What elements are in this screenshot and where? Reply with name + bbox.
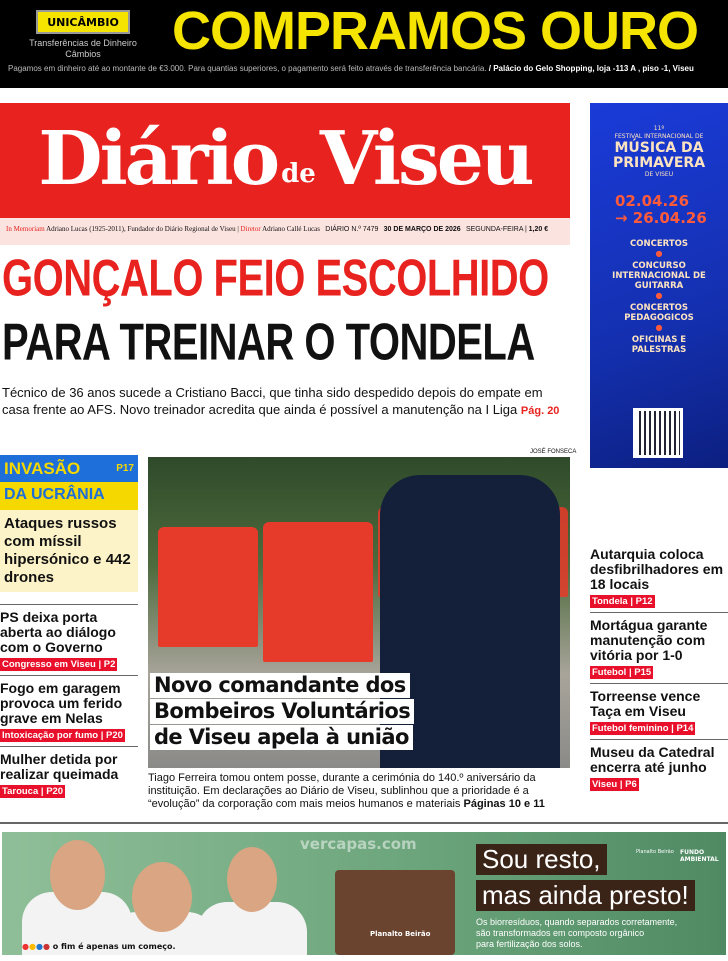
masthead-part1: Diário — [38, 116, 278, 202]
festival-advert[interactable] — [590, 103, 728, 468]
story-tag: Tondela | P12 — [592, 596, 653, 607]
slogan-text: o fim é apenas um começo. — [52, 942, 176, 951]
lead-headline-line1[interactable]: GONÇALO FEIO ESCOLHIDO — [2, 250, 549, 308]
bullet-icon: ● — [655, 249, 663, 258]
story-headline: Torreense vence Taça em Viseu — [590, 688, 701, 719]
advert-terms — [8, 64, 724, 74]
left-column — [0, 455, 138, 802]
ukraine-label-1: INVASÃO — [4, 458, 81, 478]
story[interactable] — [0, 604, 138, 675]
lead-headline-line2[interactable]: PARA TREINAR O TONDELA — [2, 314, 535, 372]
bullet-icon: ● — [655, 323, 663, 332]
festival-dates — [590, 193, 728, 227]
story[interactable] — [590, 545, 728, 612]
story[interactable] — [0, 746, 138, 802]
story[interactable] — [590, 739, 728, 795]
memoriam-label: In Memoriam — [6, 225, 45, 233]
firefighter-figure — [263, 522, 373, 662]
festival-subtitle: FESTIVAL INTERNACIONAL DE — [614, 133, 704, 140]
masthead-part3: Viseu — [319, 116, 532, 202]
partner-logo-planalto: Planalto Beirão — [636, 849, 674, 855]
memoriam-text: Adriano Lucas (1925-2011), Fundador do Diário Regional de Viseu | — [46, 225, 239, 233]
compost-bin-image — [335, 870, 455, 955]
story-headline: Autarquia coloca desfibrilhadores em 18 locais — [590, 546, 724, 592]
lead-lede — [2, 384, 570, 420]
festival-edition: 11º — [653, 125, 665, 132]
story[interactable] — [590, 612, 728, 683]
dot-icon: ● — [35, 942, 43, 951]
advert-body — [476, 917, 677, 950]
lede-page: Pág. 20 — [520, 405, 560, 417]
photo-credit: JOSÉ FONSECA — [530, 449, 577, 455]
issue-date: 30 DE MARÇO DE 2026 — [383, 226, 461, 233]
story[interactable] — [590, 683, 728, 739]
festival-item: CONCERTOS — [630, 239, 688, 249]
logo-sub-1: Transferências de Dinheiro — [29, 38, 137, 48]
firefighter-figure — [158, 527, 258, 647]
story-tag: Tarouca | P20 — [2, 786, 64, 797]
festival-title-1: MÚSICA DA — [614, 140, 704, 156]
story-headline: Mortágua garante manutenção com vitória por 1-0 — [590, 617, 708, 663]
story-tag: Futebol | P15 — [592, 667, 652, 678]
weekday: SEGUNDA-FEIRA | — [465, 226, 527, 233]
partner-logo-fundo-ambiental: FUNDO AMBIENTAL — [680, 849, 719, 863]
advert-body-line: Os biorresíduos, quando separados corretamente, — [476, 917, 678, 927]
photo-headline[interactable] — [150, 673, 414, 751]
divider — [0, 822, 728, 824]
story-headline: Museu da Catedral encerra até junho — [590, 744, 715, 775]
watermark: vercapas.com — [300, 835, 417, 853]
story-tag: Viseu | P6 — [592, 779, 637, 790]
ukraine-label — [0, 455, 138, 482]
date-from: 02.04.26 — [615, 192, 690, 210]
advert-body-line: são transformados em composto orgânico — [476, 928, 645, 938]
lede-text: Técnico de 36 anos sucede a Cristiano Bacci, que tinha sido despedido depois do empate em casa frente ao AFS. Novo treinador acredita que ainda é possível a manutenção na I Liga — [2, 385, 543, 417]
person-face — [132, 862, 192, 932]
story-headline: Fogo em garagem provoca um ferido grave em Nelas — [0, 680, 123, 726]
story-headline: Mulher detida por realizar queimada — [0, 751, 119, 782]
advert-headline: COMPRAMOS OURO — [172, 1, 698, 61]
story[interactable] — [0, 675, 138, 746]
unicambio-logo: UNICÂMBIO — [36, 10, 130, 34]
director-label: Diretor — [240, 225, 261, 233]
advert-body-line: para fertilização dos solos. — [476, 939, 583, 949]
dot-icon: ● — [42, 942, 50, 951]
ukraine-headline[interactable]: Ataques russos com míssil hipersónico e 442 drones — [0, 510, 138, 592]
dot-icon: ● — [28, 942, 36, 951]
issue-number: DIÁRIO N.º 7479 — [325, 226, 379, 233]
festival-item: OFICINAS E PALESTRAS — [631, 335, 687, 355]
festival-city: DE VISEU — [644, 171, 674, 178]
bin-label: Planalto Beirão — [370, 930, 431, 938]
story-headline: PS deixa porta aberta ao diálogo com o Governo — [0, 609, 116, 655]
qr-code-icon[interactable] — [636, 411, 680, 455]
masthead-logo[interactable] — [0, 103, 570, 215]
right-column — [590, 545, 728, 795]
bullet-icon: ● — [655, 291, 663, 300]
advert-slogan — [22, 942, 176, 952]
ukraine-page: P17 — [116, 463, 134, 474]
masthead-part2: de — [281, 159, 316, 189]
caption-text: Tiago Ferreira tomou ontem posse, durante a cerimónia do 140.º aniversário da instituição. Em declarações ao Diário de Viseu, sublinhou que a prioridade é a “evolução” da corporação com mais meios humanos e materiais — [148, 772, 536, 810]
story-tag: Futebol feminino | P14 — [592, 723, 694, 734]
terms-text: Pagamos em dinheiro até ao montante de €3.000. Para quantias superiores, o pagamento será feito através de transferência bancária. — [8, 64, 487, 73]
logo-sub-2: Câmbios — [65, 49, 101, 59]
date-to: → 26.04.26 — [615, 209, 707, 227]
logo-subtitle — [20, 38, 146, 60]
photo-headline-line: Bombeiros Voluntários — [150, 699, 414, 724]
issue-info-bar — [0, 215, 570, 245]
festival-item: CONCURSO INTERNACIONAL DE GUITARRA — [612, 261, 706, 291]
photo-caption — [148, 772, 573, 811]
advert-line-1: Sou resto, — [476, 844, 607, 875]
price: 1,20 € — [528, 226, 549, 233]
person-face — [227, 847, 277, 912]
caption-pages: Páginas 10 e 11 — [463, 798, 545, 810]
story-tag: Intoxicação por fumo | P20 — [2, 730, 123, 741]
dot-icon: ● — [22, 942, 29, 951]
festival-item: CONCERTOS PEDAGOGICOS — [624, 303, 694, 323]
person-face — [50, 840, 105, 910]
address-text: / Palácio do Gelo Shopping, loja -113 A , piso -1, Viseu — [488, 64, 694, 73]
advert-line-2: mas ainda presto! — [476, 880, 695, 911]
photo-headline-line: Novo comandante dos — [150, 673, 410, 698]
photo-headline-line: de Viseu apela à união — [150, 725, 413, 750]
director-name: Adriano Callé Lucas — [262, 225, 321, 233]
ukraine-label-2: DA UCRÂNIA — [0, 482, 138, 510]
story-tag: Congresso em Viseu | P2 — [2, 659, 116, 670]
festival-title-2: PRIMAVERA — [612, 155, 706, 171]
